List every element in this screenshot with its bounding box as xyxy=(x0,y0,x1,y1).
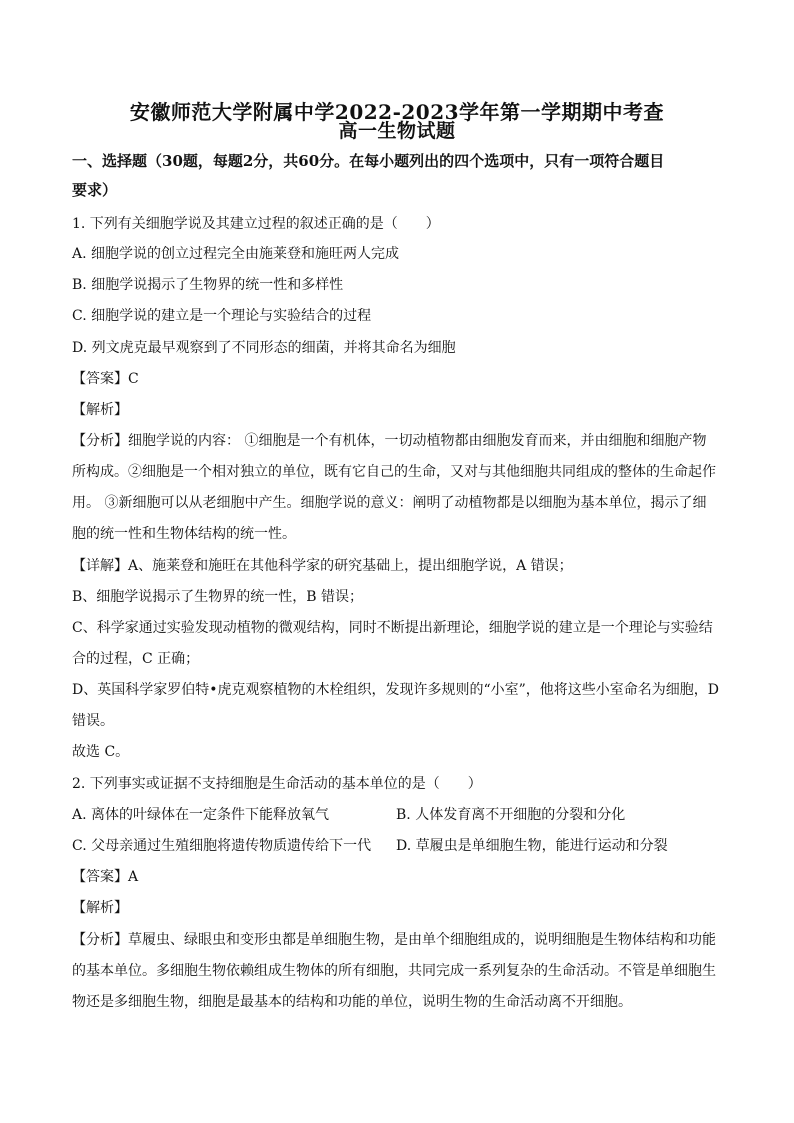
q2-fenxi-line: 的基本单位。多细胞生物依赖组成生物体的所有细胞，共同完成一系列复杂的生命活动。不管是单细胞生 xyxy=(72,963,716,979)
q2-fenxi-line: 物还是多细胞生物，细胞是最基本的结构和功能的单位，说明生物的生命活动离不开细胞。 xyxy=(72,994,632,1010)
q2-option-a: A. 离体的叶绿体在一定条件下能释放氧气 xyxy=(72,807,330,823)
q1-xiangjie-line: 故选 C。 xyxy=(72,744,130,760)
q1-option-c: C. 细胞学说的建立是一个理论与实验结合的过程 xyxy=(72,308,372,324)
q1-xiangjie-line: B、细胞学说揭示了生物界的统一性，B 错误； xyxy=(72,589,364,605)
q2-option-c: C. 父母亲通过生殖细胞将遗传物质遗传给下一代 xyxy=(72,838,372,854)
q2-option-d: D. 草履虫是单细胞生物，能进行运动和分裂 xyxy=(396,838,668,854)
q1-xiangjie-line: 【详解】A、施莱登和施旺在其他科学家的研究基础上，提出细胞学说，A 错误； xyxy=(72,558,573,574)
q1-option-b: B. 细胞学说揭示了生物界的统一性和多样性 xyxy=(72,277,344,293)
q2-analysis-label: 【解析】 xyxy=(72,900,128,916)
q2-fenxi-line: 【分析】草履虫、绿眼虫和变形虫都是单细胞生物，是由单个细胞组成的，说明细胞是生物体结构和功能 xyxy=(72,932,716,948)
q1-xiangjie-line: 合的过程，C 正确； xyxy=(72,651,200,667)
exam-subtitle: 高一生物试题 xyxy=(338,120,456,142)
q1-xiangjie-line: D、英国科学家罗伯特•虎克观察植物的木栓组织，发现许多规则的“小室”，他将这些小室命名为细胞，D xyxy=(72,682,720,698)
q2-answer: 【答案】A xyxy=(72,869,139,885)
q1-option-a: A. 细胞学说的创立过程完全由施莱登和施旺两人完成 xyxy=(72,246,400,262)
section-heading-line1: 一、选择题（30题，每题2分，共60分。在每小题列出的四个选项中，只有一项符合题目 xyxy=(72,152,665,170)
q1-option-d: D. 列文虎克最早观察到了不同形态的细菌，并将其命名为细胞 xyxy=(72,340,456,356)
q1-stem: 1. 下列有关细胞学说及其建立过程的叙述正确的是（ ） xyxy=(72,216,440,232)
q2-stem: 2. 下列事实或证据不支持细胞是生命活动的基本单位的是（ ） xyxy=(72,776,482,792)
q1-fenxi-line: 【分析】细胞学说的内容： ①细胞是一个有机体，一切动植物都由细胞发育而来，并由细胞和细胞产物 xyxy=(72,433,707,449)
q1-analysis-label: 【解析】 xyxy=(72,402,128,418)
q1-answer: 【答案】C xyxy=(72,371,139,387)
q1-fenxi-line: 用。 ③新细胞可以从老细胞中产生。细胞学说的意义：阐明了动植物都是以细胞为基本单位，揭示了细 xyxy=(72,495,707,511)
q1-fenxi-line: 所构成。②细胞是一个相对独立的单位，既有它自己的生命，又对与其他细胞共同组成的整体的生命起作 xyxy=(72,464,716,480)
q1-xiangjie-line: C、科学家通过实验发现动植物的微观结构，同时不断提出新理论，细胞学说的建立是一个理论与实验结 xyxy=(72,620,713,636)
section-heading-line2: 要求） xyxy=(72,181,118,199)
q1-xiangjie-line: 错误。 xyxy=(72,713,114,729)
q1-fenxi-line: 胞的统一性和生物体结构的统一性。 xyxy=(72,526,296,542)
q2-options-row-1 xyxy=(72,808,732,822)
q2-option-b: B. 人体发育离不开细胞的分裂和分化 xyxy=(396,807,626,823)
q2-options-row-2 xyxy=(72,839,732,853)
exam-title: 安徽师范大学附属中学2022-2023学年第一学期期中考查 xyxy=(129,100,665,124)
